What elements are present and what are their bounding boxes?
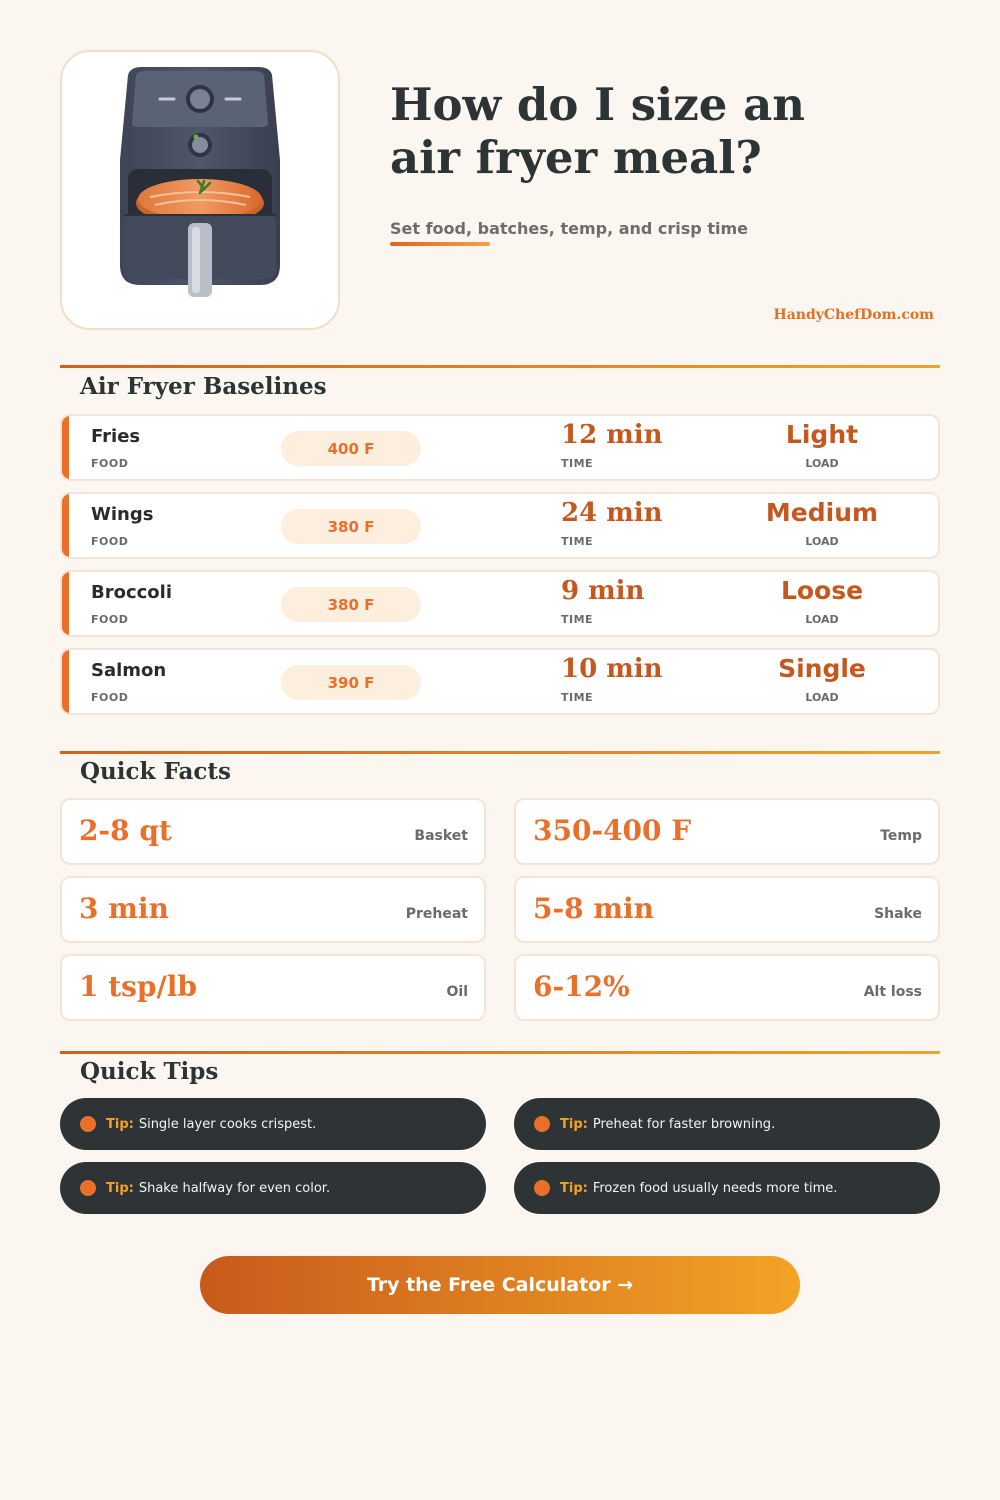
load-label: LOAD <box>805 457 839 470</box>
time-label: TIME <box>561 613 594 626</box>
tips-divider <box>60 1051 940 1054</box>
cook-time: 24 min <box>561 498 663 528</box>
tip-text: Preheat for faster browning. <box>592 1116 776 1132</box>
fact-value: 3 min <box>79 892 169 925</box>
load-value: Loose <box>780 576 864 605</box>
air-fryer-illustration <box>100 65 300 315</box>
page-subtitle: Set food, batches, temp, and crisp time <box>390 219 748 238</box>
orange-dot-icon <box>80 1180 96 1196</box>
fact-value: 350-400 F <box>533 814 692 847</box>
fact-value: 6-12% <box>533 970 630 1003</box>
time-label: TIME <box>561 535 594 548</box>
baseline-row <box>60 648 940 715</box>
fact-name: Preheat <box>405 906 468 922</box>
fact-name: Oil <box>446 984 468 1000</box>
food-name: Salmon <box>91 660 167 681</box>
tip-pill <box>60 1098 486 1150</box>
tip-prefix: Tip: <box>560 1180 588 1196</box>
hero-image-card <box>60 50 340 330</box>
baseline-row <box>60 492 940 559</box>
fact-card <box>60 954 486 1021</box>
cook-time: 10 min <box>561 654 663 684</box>
orange-dot-icon <box>534 1116 550 1132</box>
tip-pill <box>60 1162 486 1214</box>
baselines-divider <box>60 365 940 368</box>
tip-text: Frozen food usually needs more time. <box>592 1180 838 1196</box>
load-value: Single <box>778 654 866 683</box>
orange-dot-icon <box>534 1180 550 1196</box>
tip-prefix: Tip: <box>106 1180 134 1196</box>
fact-card <box>60 876 486 943</box>
tips-title: Quick Tips <box>80 1058 219 1085</box>
food-label: FOOD <box>91 691 129 704</box>
page-title-line-1: How do I size an <box>390 78 805 131</box>
temp-badge: 400 F <box>281 431 421 466</box>
fact-card <box>514 798 940 865</box>
tip-prefix: Tip: <box>560 1116 588 1132</box>
load-label: LOAD <box>805 691 839 704</box>
subtitle-underline <box>390 242 490 246</box>
free-calculator-button[interactable]: Try the Free Calculator → <box>200 1256 800 1314</box>
food-label: FOOD <box>91 457 129 470</box>
brand-link[interactable]: HandyChefDom.com <box>773 307 934 323</box>
row-accent-bar <box>62 650 69 713</box>
load-label: LOAD <box>805 613 839 626</box>
facts-title: Quick Facts <box>80 758 231 785</box>
time-label: TIME <box>561 691 594 704</box>
food-name: Fries <box>91 426 141 447</box>
temp-badge: 380 F <box>281 587 421 622</box>
fact-value: 1 tsp/lb <box>79 970 197 1003</box>
temp-badge: 390 F <box>281 665 421 700</box>
cook-time: 12 min <box>561 420 663 450</box>
baseline-row <box>60 570 940 637</box>
temp-badge: 380 F <box>281 509 421 544</box>
tip-text: Shake halfway for even color. <box>138 1180 331 1196</box>
fact-card <box>60 798 486 865</box>
food-label: FOOD <box>91 535 129 548</box>
tip-pill <box>514 1098 940 1150</box>
orange-dot-icon <box>80 1116 96 1132</box>
baseline-row <box>60 414 940 481</box>
row-accent-bar <box>62 572 69 635</box>
fact-name: Basket <box>414 828 468 844</box>
food-name: Wings <box>91 504 154 525</box>
page-title-line-2: air fryer meal? <box>390 131 762 184</box>
fact-name: Alt loss <box>863 984 922 1000</box>
load-label: LOAD <box>805 535 839 548</box>
fact-card <box>514 954 940 1021</box>
cook-time: 9 min <box>561 576 645 606</box>
fact-card <box>514 876 940 943</box>
food-name: Broccoli <box>91 582 173 603</box>
load-value: Medium <box>765 498 879 527</box>
tip-prefix: Tip: <box>106 1116 134 1132</box>
tip-pill <box>514 1162 940 1214</box>
time-label: TIME <box>561 457 594 470</box>
page-title <box>390 78 950 184</box>
row-accent-bar <box>62 416 69 479</box>
row-accent-bar <box>62 494 69 557</box>
food-label: FOOD <box>91 613 129 626</box>
baselines-title: Air Fryer Baselines <box>80 373 327 400</box>
fact-value: 5-8 min <box>533 892 654 925</box>
fact-value: 2-8 qt <box>79 814 172 847</box>
load-value: Light <box>785 420 859 449</box>
tip-text: Single layer cooks crispest. <box>138 1116 317 1132</box>
facts-divider <box>60 751 940 754</box>
fact-name: Temp <box>880 828 922 844</box>
fact-name: Shake <box>874 906 922 922</box>
